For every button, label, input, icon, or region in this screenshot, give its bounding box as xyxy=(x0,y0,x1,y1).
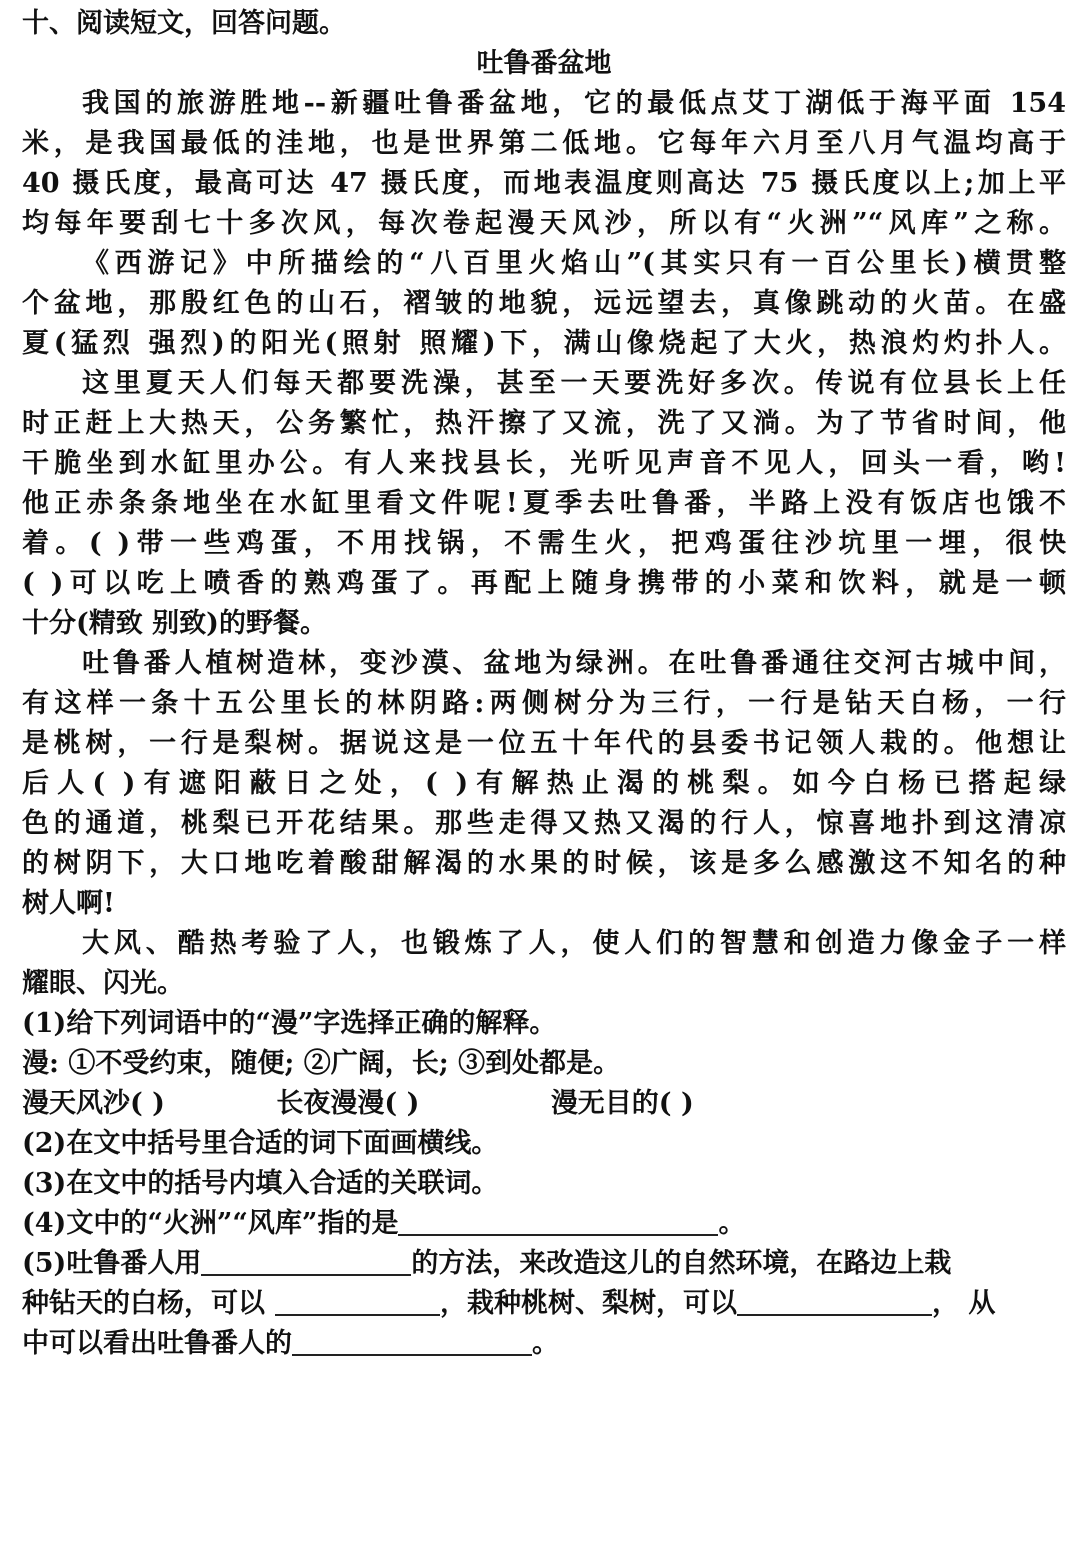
question-5-text: 的方法，来改造这儿的自然环境，在路边上栽 xyxy=(411,1248,952,1279)
question-3: (3)在文中的括号内填入合适的关联词。 xyxy=(22,1168,499,1199)
answer-blank[interactable] xyxy=(275,1288,440,1316)
passage-line: 米，是我国最低的洼地，也是世界第二低地。它每年六月至八月气温均高于 xyxy=(22,128,1066,159)
question-5-text: ， 从 xyxy=(932,1288,996,1319)
answer-blank[interactable] xyxy=(398,1208,718,1236)
question-5-end: 。 xyxy=(532,1328,559,1359)
word-item: 长夜漫漫( ) xyxy=(276,1088,420,1119)
question-2: (2)在文中括号里合适的词下面画横线。 xyxy=(22,1128,499,1159)
question-4 xyxy=(22,1204,1066,1244)
passage-line: 十分(精致 别致)的野餐。 xyxy=(22,608,327,639)
passage-line: 干脆坐到水缸里办公。有人来找县长，光听见声音不见人，回头一看，哟! xyxy=(22,448,1066,479)
answer-blank[interactable] xyxy=(201,1248,411,1276)
question-5-text: 种钻天的白杨，可以 xyxy=(22,1288,265,1319)
passage-line: 有这样一条十五公里长的林阴路:两侧树分为三行，一行是钻天白杨，一行 xyxy=(22,688,1066,719)
passage-line: 后人( )有遮阳蔽日之处，( )有解热止渴的桃梨。如今白杨已搭起绿 xyxy=(22,768,1066,799)
passage-line: 着。( )带一些鸡蛋，不用找锅，不需生火，把鸡蛋往沙坑里一埋，很快 xyxy=(22,528,1066,559)
question-4-text: (4)文中的“火洲”“风库”指的是 xyxy=(22,1208,399,1239)
passage-line: 这里夏天人们每天都要洗澡，甚至一天要洗好多次。传说有位县长上任 xyxy=(82,368,1066,399)
passage-line: 我国的旅游胜地--新疆吐鲁番盆地，它的最低点艾丁湖低于海平面 154 xyxy=(82,88,1066,119)
passage-line: 的树阴下，大口地吃着酸甜解渴的水果的时候，该是多么感激这不知名的种 xyxy=(22,848,1066,879)
passage-line: 是桃树，一行是梨树。据说这是一位五十年代的县委书记领人栽的。他想让 xyxy=(22,728,1066,759)
passage-line: 他正赤条条地坐在水缸里看文件呢!夏季去吐鲁番，半路上没有饭店也饿不 xyxy=(22,488,1066,519)
section-heading: 十、阅读短文，回答问题。 xyxy=(22,8,346,39)
question-1-definitions: 漫: ①不受约束，随便; ②广阔，长; ③到处都是。 xyxy=(22,1048,621,1079)
question-5-text: (5)吐鲁番人用 xyxy=(22,1248,202,1279)
question-5-cont xyxy=(22,1284,1066,1324)
passage-line: 均每年要刮七十多次风，每次卷起漫天风沙，所以有“火洲”“风库”之称。 xyxy=(22,208,1066,239)
question-1: (1)给下列词语中的“漫”字选择正确的解释。 xyxy=(22,1008,557,1039)
word-item: 漫天风沙( ) xyxy=(22,1088,165,1119)
passage-title: 吐鲁番盆地 xyxy=(476,48,612,79)
passage-line: 色的通道，桃梨已开花结果。那些走得又热又渴的行人，惊喜地扑到这清凉 xyxy=(22,808,1066,839)
word-item: 漫无目的( ) xyxy=(550,1088,694,1119)
question-5-cont xyxy=(22,1324,1066,1364)
passage-line: 个盆地，那殷红色的山石，褶皱的地貌，远远望去，真像跳动的火苗。在盛 xyxy=(22,288,1066,319)
question-5-text: 中可以看出吐鲁番人的 xyxy=(22,1328,292,1359)
question-1-words xyxy=(22,1084,1066,1124)
question-4-end: 。 xyxy=(718,1208,746,1239)
passage-line: 时正赶上大热天，公务繁忙，热汗擦了又流，洗了又淌。为了节省时间，他 xyxy=(22,408,1066,439)
passage-line: 夏(猛烈 强烈)的阳光(照射 照耀)下，满山像烧起了大火，热浪灼灼扑人。 xyxy=(22,328,1066,359)
passage-line: 大风、酷热考验了人，也锻炼了人，使人们的智慧和创造力像金子一样 xyxy=(82,928,1066,959)
passage-line: 吐鲁番人植树造林，变沙漠、盆地为绿洲。在吐鲁番通往交河古城中间， xyxy=(82,648,1066,679)
answer-blank[interactable] xyxy=(292,1328,532,1356)
answer-blank[interactable] xyxy=(737,1288,932,1316)
passage-line: ( )可以吃上喷香的熟鸡蛋了。再配上随身携带的小菜和饮料，就是一顿 xyxy=(22,568,1066,599)
passage-line: 《西游记》中所描绘的“八百里火焰山”(其实只有一百公里长)横贯整 xyxy=(82,248,1066,279)
question-5-text: ，栽种桃树、梨树，可以 xyxy=(440,1288,737,1319)
passage-line: 树人啊! xyxy=(22,888,115,919)
passage-line: 耀眼、闪光。 xyxy=(22,968,184,999)
passage-line: 40 摄氏度，最高可达 47 摄氏度，而地表温度则高达 75 摄氏度以上;加上平 xyxy=(22,168,1066,199)
question-5 xyxy=(22,1244,1066,1284)
worksheet-page xyxy=(22,4,1066,1364)
